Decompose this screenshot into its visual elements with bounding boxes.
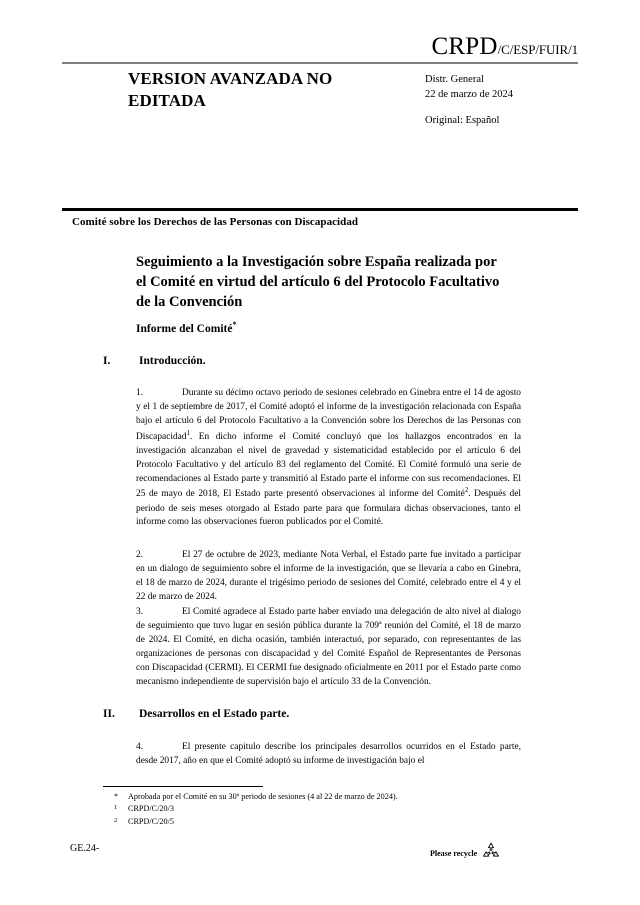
- advance-version-banner: VERSION AVANZADA NO EDITADA: [128, 69, 333, 110]
- recycle-symbol-icon: [480, 841, 502, 861]
- masthead-divider: [62, 62, 578, 64]
- paragraph-1-text-b: . En dicho informe el Comité concluyó que los hallazgos encontrados en la investigación alcanzaban el nivel de gravedad y sistematicidad establecido por el artículo 6 del Protocolo Facultativo y del artículo 83 del reglamento del Comité. El Comité formuló una serie de recomendaciones al Estado parte y transmitió al Estado parte el informe con sus recomendaciones. El 25 de mayo de 2018, El Estado parte presentó observaciones al informe del Comité: [136, 431, 521, 500]
- footnote-item: [110, 791, 530, 803]
- paragraph-2-text: El 27 de octubre de 2023, mediante Nota Verbal, el Estado parte fue invitado a participar en un dialogo de seguimiento sobre el informe de la investigación, que se llevaría a cabo en Ginebra, el 18 de marzo de 2024, durante el trigésimo periodo de sesiones del Comité, celebrado entre el 4 y el 22 de marzo de 2024.: [136, 550, 521, 602]
- footnote-text-1: CRPD/C/20/3: [128, 804, 174, 814]
- distribution-spacer: [425, 102, 513, 113]
- paragraph-number-3: 3.: [136, 607, 144, 617]
- footer-recycle-block: [430, 843, 502, 863]
- report-subtitle: [136, 320, 236, 335]
- footnote-text-asterisk: Aprobada por el Comité en su 30º periodo de sesiones (4 al 22 de marzo de 2024).: [128, 792, 398, 801]
- section-numeral-i: I.: [103, 355, 111, 367]
- document-symbol-main: CRPD: [431, 33, 498, 60]
- paragraph-3-text: El Comité agradece al Estado parte haber enviado una delegación de alto nivel al dialogo de seguimiento que tuvo lugar en sesión pública durante la 709ª reunión del Comité, el 18 de marzo de 2024. El Comité, en dicha ocasión, también interactuó, por separado, con representantes de las organizaciones de personas con discapacidad y del Comité Español de Representantes de Personas con Discapacidad (CERMI). El CERMI fue designado oficialmente en 2011 por el Estado parte como mecanismo independiente de supervisión bajo el artículo 33 de la Convención.: [136, 607, 521, 687]
- distribution-type: Distr. General: [425, 74, 484, 85]
- footnote-list: [110, 791, 530, 828]
- paragraph-4: [136, 741, 521, 769]
- footnote-marker-1: 1: [114, 804, 118, 812]
- paragraph-1-text-c: . Después del periodo de seis meses otorgado al Estado parte para que formulara dichas observaciones, tanto el informe como las observaciones fueron publicados por el Comité.: [136, 489, 521, 528]
- paragraph-number-4: 4.: [136, 742, 144, 752]
- footer-job-number: GE.24-: [70, 843, 100, 854]
- document-symbol: [62, 34, 578, 59]
- footnote-ref-1: 1: [186, 429, 190, 437]
- original-language: Original: Español: [425, 115, 500, 127]
- section-heading-introduccion: [103, 355, 523, 367]
- committee-name: Comité sobre los Derechos de las Personas con Discapacidad: [72, 216, 359, 228]
- paragraph-1: [136, 387, 521, 530]
- paragraph-number-2: 2.: [136, 550, 144, 560]
- section-title-i: Introducción.: [139, 355, 206, 367]
- section-numeral-ii: II.: [103, 708, 115, 720]
- document-symbol-suffix: /C/ESP/FUIR/1: [497, 42, 578, 57]
- recycle-label: Please recycle: [430, 848, 478, 858]
- footnote-item: [110, 816, 530, 828]
- section-title-ii: Desarrollos en el Estado parte.: [139, 708, 290, 720]
- footnote-marker-asterisk: *: [114, 792, 119, 801]
- paragraph-3: [136, 606, 521, 689]
- footnote-divider: [103, 786, 263, 787]
- footnote-text-2: CRPD/C/20/5: [128, 816, 174, 826]
- footnote-marker-2: 2: [114, 816, 118, 824]
- report-subtitle-text: Informe del Comité: [136, 322, 233, 335]
- committee-divider: [62, 208, 578, 211]
- subtitle-footnote-marker: *: [232, 320, 237, 329]
- paragraph-2: [136, 549, 521, 605]
- paragraph-4-text: El presente capitulo describe los principales desarrollos ocurridos en el Estado parte, desde 2017, año en que el Comité adoptó su informe de investigación bajo el: [136, 742, 521, 766]
- footnote-item: [110, 803, 530, 815]
- section-heading-desarrollos: [103, 708, 523, 720]
- distribution-block: [425, 72, 513, 129]
- distribution-date: 22 de marzo de 2024: [425, 89, 514, 101]
- document-symbol-block: [62, 34, 578, 59]
- paragraph-1-text-a: Durante su décimo octavo periodo de sesiones celebrado en Ginebra entre el 14 de agosto y el 1 de septiembre de 2017, el Comité adoptó el informe de la investigación relacionada con España bajo el artículo 6 del Protocolo Facultativo a la Convención sobre los Derechos de las Personas con Discapacidad: [136, 388, 521, 442]
- paragraph-number-1: 1.: [136, 388, 144, 398]
- footnote-ref-2: 2: [464, 487, 469, 495]
- page-title: Seguimiento a la Investigación sobre España realizada por el Comité en virtud del artículo 6 del Protocolo Facultativo de la Convención: [136, 254, 500, 310]
